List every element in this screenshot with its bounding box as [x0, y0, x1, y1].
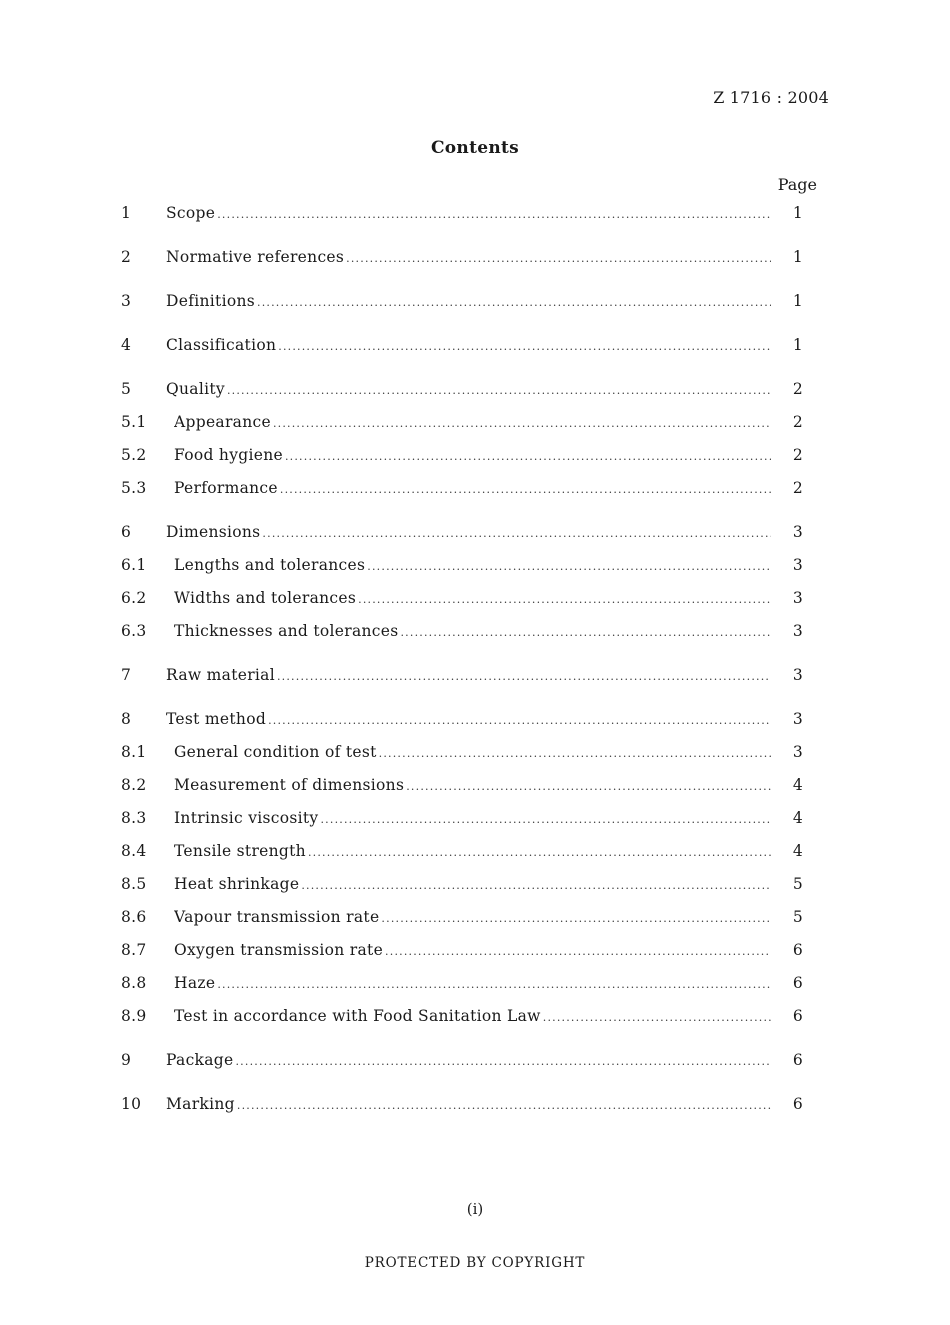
toc-title: General condition of test — [174, 743, 377, 761]
toc-row-1[interactable] — [121, 202, 810, 224]
toc-leader-dots — [217, 974, 771, 996]
toc-page-number: 4 — [792, 776, 804, 794]
toc-page-number: 6 — [792, 941, 804, 959]
toc-number: 10 — [121, 1095, 142, 1113]
toc-page-number: 1 — [792, 248, 804, 266]
toc-title: Vapour transmission rate — [174, 908, 380, 926]
toc-page-number: 5 — [792, 908, 804, 926]
toc-page-number: 5 — [792, 875, 804, 893]
toc-leader-dots — [308, 842, 771, 864]
toc-leader-dots — [320, 809, 771, 831]
toc-leader-dots — [257, 292, 771, 314]
toc-page-number: 2 — [792, 479, 804, 497]
toc-page-number: 6 — [792, 974, 804, 992]
toc-row-5-2[interactable] — [121, 444, 810, 466]
toc-number: 2 — [121, 248, 132, 266]
toc-row-8[interactable] — [121, 708, 810, 730]
toc-leader-dots — [301, 875, 771, 897]
toc-title: Performance — [174, 479, 278, 497]
toc-number: 6.2 — [121, 589, 147, 607]
toc-row-8-9[interactable] — [121, 1005, 810, 1027]
toc-title: Appearance — [174, 413, 271, 431]
toc-leader-dots — [346, 248, 771, 270]
toc-leader-dots — [273, 413, 771, 435]
toc-title: Oxygen transmission rate — [174, 941, 384, 959]
toc-number: 8.2 — [121, 776, 147, 794]
toc-number: 8.1 — [121, 743, 147, 761]
toc-title: Lengths and tolerances — [174, 556, 366, 574]
toc-number: 8.6 — [121, 908, 147, 926]
toc-title: Measurement of dimensions — [174, 776, 405, 794]
toc-number: 8.5 — [121, 875, 147, 893]
toc-row-5-3[interactable] — [121, 477, 810, 499]
toc-leader-dots — [235, 1051, 771, 1073]
toc-row-9[interactable] — [121, 1049, 810, 1071]
toc-leader-dots — [367, 556, 771, 578]
toc-leader-dots — [227, 380, 771, 402]
toc-leader-dots — [381, 908, 771, 930]
toc-row-6-3[interactable] — [121, 620, 810, 642]
toc-page-number: 6 — [792, 1095, 804, 1113]
toc-number: 1 — [121, 204, 132, 222]
toc-row-4[interactable] — [121, 334, 810, 356]
toc-page-number: 1 — [792, 336, 804, 354]
toc-leader-dots — [277, 666, 771, 688]
copyright-notice: PROTECTED BY COPYRIGHT — [364, 1255, 586, 1271]
toc-row-3[interactable] — [121, 290, 810, 312]
toc-number: 5.3 — [121, 479, 147, 497]
toc-number: 6 — [121, 523, 132, 541]
toc-title: Classification — [166, 336, 277, 354]
toc-row-8-4[interactable] — [121, 840, 810, 862]
page-column-label: Page — [777, 175, 817, 194]
toc-page-number: 2 — [792, 413, 804, 431]
toc-title: Intrinsic viscosity — [174, 809, 319, 827]
toc-leader-dots — [400, 622, 771, 644]
toc-page-number: 4 — [792, 842, 804, 860]
toc-leader-dots — [543, 1007, 771, 1029]
toc-row-8-3[interactable] — [121, 807, 810, 829]
toc-row-8-1[interactable] — [121, 741, 810, 763]
toc-page-number: 3 — [792, 523, 804, 541]
toc-row-8-8[interactable] — [121, 972, 810, 994]
toc-page-number: 6 — [792, 1007, 804, 1025]
toc-row-8-7[interactable] — [121, 939, 810, 961]
toc-row-6-1[interactable] — [121, 554, 810, 576]
toc-number: 5.1 — [121, 413, 147, 431]
toc-number: 8.9 — [121, 1007, 147, 1025]
toc-page-number: 3 — [792, 622, 804, 640]
toc-page-number: 3 — [792, 710, 804, 728]
toc-leader-dots — [217, 204, 771, 226]
toc-row-7[interactable] — [121, 664, 810, 686]
toc-row-6-2[interactable] — [121, 587, 810, 609]
toc-row-5-1[interactable] — [121, 411, 810, 433]
toc-leader-dots — [278, 336, 771, 358]
toc-leader-dots — [268, 710, 771, 732]
toc-number: 6.3 — [121, 622, 147, 640]
toc-page-number: 4 — [792, 809, 804, 827]
toc-page-number: 1 — [792, 204, 804, 222]
toc-row-8-5[interactable] — [121, 873, 810, 895]
toc-page-number: 6 — [792, 1051, 804, 1069]
toc-row-8-6[interactable] — [121, 906, 810, 928]
toc-title: Dimensions — [166, 523, 261, 541]
toc-title: Normative references — [166, 248, 345, 266]
toc-number: 4 — [121, 336, 132, 354]
toc-title: Test method — [166, 710, 267, 728]
toc-number: 8.3 — [121, 809, 147, 827]
page-folio: (i) — [466, 1200, 484, 1218]
toc-leader-dots — [285, 446, 771, 468]
toc-number: 3 — [121, 292, 132, 310]
toc-number: 7 — [121, 666, 132, 684]
toc-page-number: 3 — [792, 666, 804, 684]
toc-title: Quality — [166, 380, 225, 398]
toc-title: Package — [166, 1051, 234, 1069]
toc-title: Marking — [166, 1095, 235, 1113]
toc-row-2[interactable] — [121, 246, 810, 268]
page-title: Contents — [430, 138, 520, 158]
toc-row-5[interactable] — [121, 378, 810, 400]
toc-row-10[interactable] — [121, 1093, 810, 1115]
toc-title: Heat shrinkage — [174, 875, 300, 893]
toc-number: 8.8 — [121, 974, 147, 992]
toc-row-8-2[interactable] — [121, 774, 810, 796]
toc-number: 8 — [121, 710, 132, 728]
toc-number: 5.2 — [121, 446, 147, 464]
toc-leader-dots — [406, 776, 771, 798]
toc-title: Tensile strength — [174, 842, 306, 860]
toc-title: Test in accordance with Food Sanitation Law — [174, 1007, 541, 1025]
toc-leader-dots — [379, 743, 771, 765]
document-code: Z 1716 : 2004 — [713, 88, 829, 107]
toc-row-6[interactable] — [121, 521, 810, 543]
toc-page-number: 3 — [792, 556, 804, 574]
toc-number: 9 — [121, 1051, 132, 1069]
toc-title: Widths and tolerances — [174, 589, 357, 607]
toc-title: Food hygiene — [174, 446, 283, 464]
toc-number: 5 — [121, 380, 132, 398]
toc-leader-dots — [385, 941, 771, 963]
toc-number: 6.1 — [121, 556, 147, 574]
toc-title: Raw material — [166, 666, 275, 684]
toc-leader-dots — [358, 589, 771, 611]
toc-number: 8.7 — [121, 941, 147, 959]
toc-page-number: 3 — [792, 589, 804, 607]
toc-title: Haze — [174, 974, 216, 992]
toc-leader-dots — [280, 479, 771, 501]
toc-leader-dots — [262, 523, 771, 545]
toc-title: Scope — [166, 204, 216, 222]
toc-number: 8.4 — [121, 842, 147, 860]
toc-page-number: 2 — [792, 380, 804, 398]
toc-page-number: 3 — [792, 743, 804, 761]
toc-page-number: 2 — [792, 446, 804, 464]
toc-leader-dots — [237, 1095, 771, 1117]
toc-page-number: 1 — [792, 292, 804, 310]
toc-title: Definitions — [166, 292, 255, 310]
toc-title: Thicknesses and tolerances — [174, 622, 399, 640]
